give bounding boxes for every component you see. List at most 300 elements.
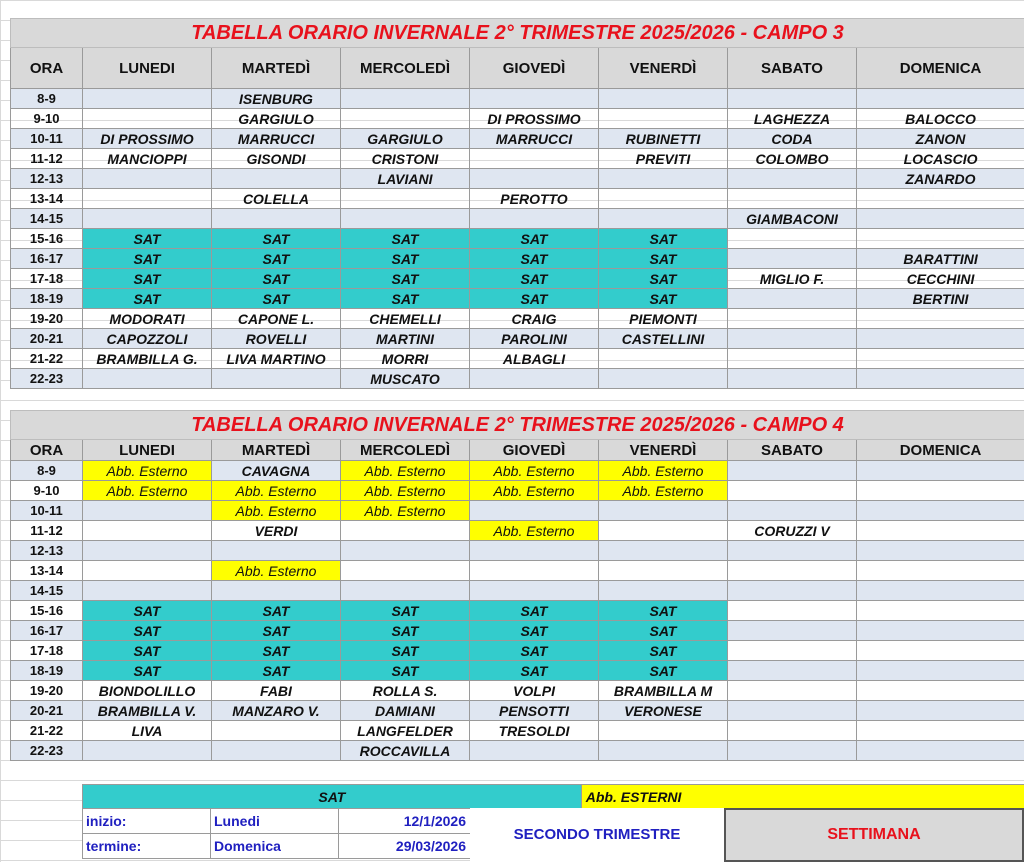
schedule-cell: SAT — [341, 601, 470, 621]
table-row — [11, 501, 1024, 521]
schedule-cell: GISONDI — [212, 149, 341, 169]
schedule-cell: SAT — [599, 229, 728, 249]
day-header: DOMENICA — [857, 440, 1024, 461]
ora-header: ORA — [11, 440, 83, 461]
legend-abb: Abb. ESTERNI — [581, 785, 1024, 810]
schedule-cell: SAT — [599, 249, 728, 269]
schedule-cell: CAPOZZOLI — [83, 329, 212, 349]
schedule-cell — [83, 169, 212, 189]
schedule-cell — [728, 169, 857, 189]
schedule-cell — [212, 741, 341, 761]
schedule-cell — [857, 641, 1024, 661]
schedule-cell — [728, 741, 857, 761]
schedule-cell: SAT — [341, 661, 470, 681]
schedule-cell: Abb. Esterno — [212, 561, 341, 581]
inizio-day: Lunedi — [211, 809, 339, 834]
schedule-cell — [728, 189, 857, 209]
schedule-cell — [83, 501, 212, 521]
schedule-cell: MARRUCCI — [212, 129, 341, 149]
schedule-cell — [83, 581, 212, 601]
schedule-cell: SAT — [470, 641, 599, 661]
schedule-cell: Abb. Esterno — [470, 461, 599, 481]
schedule-cell: GARGIULO — [212, 109, 341, 129]
schedule-cell: PREVITI — [599, 149, 728, 169]
schedule-cell — [857, 189, 1024, 209]
schedule-cell — [599, 541, 728, 561]
ora-cell: 12-13 — [11, 541, 83, 561]
table-row — [11, 721, 1024, 741]
schedule-cell — [728, 249, 857, 269]
schedule-cell — [728, 329, 857, 349]
schedule-cell — [470, 541, 599, 561]
day-header: LUNEDI — [83, 440, 212, 461]
day-header: SABATO — [728, 440, 857, 461]
schedule-cell: Abb. Esterno — [212, 501, 341, 521]
schedule-cell — [212, 209, 341, 229]
schedule-cell: Abb. Esterno — [341, 461, 470, 481]
table-row — [11, 461, 1024, 481]
trimestre-label: SECONDO TRIMESTRE — [470, 808, 724, 861]
schedule-cell — [83, 209, 212, 229]
table-row — [11, 249, 1024, 269]
schedule-cell — [728, 89, 857, 109]
day-header: MARTEDÌ — [212, 440, 341, 461]
table-row — [11, 229, 1024, 249]
schedule-cell: SAT — [599, 661, 728, 681]
schedule-cell: Abb. Esterno — [599, 481, 728, 501]
schedule-cell — [599, 349, 728, 369]
table-row — [11, 189, 1024, 209]
schedule-cell: SAT — [599, 269, 728, 289]
ora-cell: 19-20 — [11, 681, 83, 701]
ora-cell: 15-16 — [11, 229, 83, 249]
schedule-cell: LOCASCIO — [857, 149, 1024, 169]
schedule-cell — [470, 561, 599, 581]
schedule-cell: PENSOTTI — [470, 701, 599, 721]
schedule-cell: SAT — [212, 289, 341, 309]
schedule-cell — [83, 561, 212, 581]
day-header: SABATO — [728, 48, 857, 89]
schedule-cell: GIAMBACONI — [728, 209, 857, 229]
ora-cell: 9-10 — [11, 481, 83, 501]
schedule-cell: PIEMONTI — [599, 309, 728, 329]
schedule-cell: MUSCATO — [341, 369, 470, 389]
schedule-cell — [728, 309, 857, 329]
schedule-cell — [599, 369, 728, 389]
table-row — [11, 349, 1024, 369]
schedule-cell — [470, 149, 599, 169]
ora-cell: 21-22 — [11, 721, 83, 741]
schedule-cell — [857, 741, 1024, 761]
schedule-cell: MANCIOPPI — [83, 149, 212, 169]
schedule-cell — [728, 541, 857, 561]
schedule-cell — [83, 189, 212, 209]
schedule-cell: CAPONE L. — [212, 309, 341, 329]
ora-cell: 17-18 — [11, 641, 83, 661]
schedule-cell — [212, 369, 341, 389]
schedule-cell — [341, 109, 470, 129]
schedule-cell — [83, 89, 212, 109]
table-row — [11, 741, 1024, 761]
schedule-cell — [83, 521, 212, 541]
table-row — [11, 701, 1024, 721]
schedule-cell — [857, 309, 1024, 329]
schedule-cell: PEROTTO — [470, 189, 599, 209]
table-row — [11, 269, 1024, 289]
ora-cell: 22-23 — [11, 741, 83, 761]
schedule-cell: SAT — [470, 269, 599, 289]
schedule-cell: SAT — [212, 249, 341, 269]
table-row — [11, 481, 1024, 501]
schedule-cell — [728, 661, 857, 681]
ora-cell: 21-22 — [11, 349, 83, 369]
schedule-cell — [728, 581, 857, 601]
schedule-cell: BRAMBILLA M — [599, 681, 728, 701]
schedule-cell: Abb. Esterno — [83, 481, 212, 501]
schedule-cell: ZANON — [857, 129, 1024, 149]
schedule-cell: BRAMBILLA V. — [83, 701, 212, 721]
schedule-cell — [728, 561, 857, 581]
schedule-cell: SAT — [212, 661, 341, 681]
ora-cell: 20-21 — [11, 701, 83, 721]
schedule-cell — [212, 581, 341, 601]
schedule-cell — [728, 601, 857, 621]
table-row — [11, 661, 1024, 681]
schedule-cell: SAT — [470, 661, 599, 681]
schedule-cell: SAT — [599, 621, 728, 641]
schedule-cell: Abb. Esterno — [341, 501, 470, 521]
schedule-cell — [728, 501, 857, 521]
schedule-cell: LIVA MARTINO — [212, 349, 341, 369]
schedule-cell: SAT — [470, 229, 599, 249]
schedule-cell — [83, 541, 212, 561]
schedule-cell: Abb. Esterno — [83, 461, 212, 481]
schedule-cell: SAT — [341, 621, 470, 641]
table-row — [11, 621, 1024, 641]
schedule-cell — [857, 521, 1024, 541]
day-header: DOMENICA — [857, 48, 1024, 89]
table-row — [11, 169, 1024, 189]
schedule-cell: SAT — [212, 229, 341, 249]
table-row — [11, 641, 1024, 661]
schedule-cell: Abb. Esterno — [599, 461, 728, 481]
schedule-cell — [857, 229, 1024, 249]
schedule-cell — [470, 581, 599, 601]
schedule-cell: SAT — [470, 249, 599, 269]
ora-cell: 8-9 — [11, 89, 83, 109]
schedule-cell — [728, 461, 857, 481]
ora-cell: 16-17 — [11, 249, 83, 269]
schedule-cell: ROCCAVILLA — [341, 741, 470, 761]
schedule-cell: CODA — [728, 129, 857, 149]
table-row — [11, 309, 1024, 329]
table-row — [11, 89, 1024, 109]
schedule-cell: FABI — [212, 681, 341, 701]
schedule-cell: SAT — [83, 249, 212, 269]
schedule-cell: MARRUCCI — [470, 129, 599, 149]
schedule-cell — [341, 561, 470, 581]
schedule-cell — [83, 741, 212, 761]
schedule-cell — [857, 601, 1024, 621]
schedule-cell — [728, 621, 857, 641]
campo4-title: TABELLA ORARIO INVERNALE 2° TRIMESTRE 2025/2026 - CAMPO 4 — [11, 411, 1024, 440]
ora-cell: 14-15 — [11, 581, 83, 601]
schedule-cell — [857, 621, 1024, 641]
schedule-cell: RUBINETTI — [599, 129, 728, 149]
schedule-cell: LIVA — [83, 721, 212, 741]
day-header: GIOVEDÌ — [470, 440, 599, 461]
schedule-cell — [599, 169, 728, 189]
schedule-cell: DAMIANI — [341, 701, 470, 721]
ora-cell: 11-12 — [11, 149, 83, 169]
schedule-cell: Abb. Esterno — [470, 521, 599, 541]
campo4-header-row — [11, 440, 1024, 461]
schedule-cell: SAT — [212, 641, 341, 661]
schedule-cell — [341, 189, 470, 209]
schedule-cell: MORRI — [341, 349, 470, 369]
schedule-cell — [599, 561, 728, 581]
schedule-cell — [857, 661, 1024, 681]
legend — [82, 784, 1024, 810]
legend-sat: SAT — [83, 785, 582, 810]
schedule-cell — [470, 501, 599, 521]
ora-cell: 18-19 — [11, 289, 83, 309]
schedule-cell: DI PROSSIMO — [83, 129, 212, 149]
ora-cell: 14-15 — [11, 209, 83, 229]
schedule-cell — [341, 541, 470, 561]
schedule-cell: SAT — [83, 229, 212, 249]
schedule-cell: ISENBURG — [212, 89, 341, 109]
day-header: GIOVEDÌ — [470, 48, 599, 89]
ora-cell: 10-11 — [11, 129, 83, 149]
schedule-cell — [599, 209, 728, 229]
schedule-cell — [857, 89, 1024, 109]
ora-cell: 20-21 — [11, 329, 83, 349]
schedule-cell: LAGHEZZA — [728, 109, 857, 129]
termine-day: Domenica — [211, 834, 339, 859]
table-row — [11, 129, 1024, 149]
ora-cell: 16-17 — [11, 621, 83, 641]
schedule-cell: SAT — [83, 641, 212, 661]
schedule-cell — [728, 641, 857, 661]
schedule-cell — [599, 109, 728, 129]
schedule-cell — [728, 349, 857, 369]
inizio-date: 12/1/2026 — [339, 809, 471, 834]
table-row — [11, 209, 1024, 229]
schedule-cell: SAT — [212, 621, 341, 641]
schedule-cell — [728, 701, 857, 721]
schedule-cell: GARGIULO — [341, 129, 470, 149]
schedule-cell: TRESOLDI — [470, 721, 599, 741]
schedule-cell: CASTELLINI — [599, 329, 728, 349]
schedule-cell: SAT — [470, 621, 599, 641]
ora-header: ORA — [11, 48, 83, 89]
day-header: VENERDÌ — [599, 48, 728, 89]
schedule-cell — [83, 369, 212, 389]
schedule-cell — [857, 581, 1024, 601]
schedule-cell — [728, 481, 857, 501]
schedule-cell: MANZARO V. — [212, 701, 341, 721]
schedule-cell — [470, 209, 599, 229]
schedule-cell — [728, 721, 857, 741]
schedule-cell — [470, 169, 599, 189]
schedule-cell — [599, 721, 728, 741]
schedule-cell: BARATTINI — [857, 249, 1024, 269]
schedule-cell — [341, 209, 470, 229]
schedule-cell: SAT — [83, 621, 212, 641]
campo3-title: TABELLA ORARIO INVERNALE 2° TRIMESTRE 2025/2026 - CAMPO 3 — [11, 19, 1024, 48]
schedule-cell — [857, 701, 1024, 721]
schedule-cell: CRISTONI — [341, 149, 470, 169]
table-row — [11, 369, 1024, 389]
day-header: LUNEDI — [83, 48, 212, 89]
schedule-cell — [857, 561, 1024, 581]
schedule-cell: MARTINI — [341, 329, 470, 349]
table-row — [11, 681, 1024, 701]
schedule-cell — [470, 89, 599, 109]
ora-cell: 17-18 — [11, 269, 83, 289]
schedule-cell: DI PROSSIMO — [470, 109, 599, 129]
schedule-cell: LAVIANI — [341, 169, 470, 189]
schedule-cell: ALBAGLI — [470, 349, 599, 369]
schedule-cell — [599, 581, 728, 601]
schedule-cell: VERDI — [212, 521, 341, 541]
schedule-cell — [857, 541, 1024, 561]
schedule-cell: SAT — [470, 601, 599, 621]
table-row — [11, 329, 1024, 349]
schedule-cell: VOLPI — [470, 681, 599, 701]
ora-cell: 18-19 — [11, 661, 83, 681]
schedule-cell — [728, 369, 857, 389]
ora-cell: 13-14 — [11, 561, 83, 581]
schedule-cell: SAT — [599, 601, 728, 621]
schedule-cell — [212, 541, 341, 561]
schedule-cell: SAT — [83, 269, 212, 289]
schedule-cell: SAT — [83, 661, 212, 681]
schedule-cell: CECCHINI — [857, 269, 1024, 289]
table-row — [11, 149, 1024, 169]
schedule-cell: LANGFELDER — [341, 721, 470, 741]
schedule-cell: Abb. Esterno — [212, 481, 341, 501]
schedule-cell: SAT — [470, 289, 599, 309]
schedule-cell: CHEMELLI — [341, 309, 470, 329]
schedule-cell — [857, 369, 1024, 389]
ora-cell: 19-20 — [11, 309, 83, 329]
schedule-cell — [728, 229, 857, 249]
schedule-cell — [857, 681, 1024, 701]
ora-cell: 13-14 — [11, 189, 83, 209]
schedule-cell — [857, 461, 1024, 481]
schedule-cell: CRAIG — [470, 309, 599, 329]
campo4-section — [10, 410, 1024, 761]
schedule-cell: ROLLA S. — [341, 681, 470, 701]
schedule-cell: BRAMBILLA G. — [83, 349, 212, 369]
table-row — [11, 601, 1024, 621]
ora-cell: 10-11 — [11, 501, 83, 521]
table-row — [11, 521, 1024, 541]
schedule-cell: SAT — [341, 641, 470, 661]
termine-date: 29/03/2026 — [339, 834, 471, 859]
schedule-cell: SAT — [341, 269, 470, 289]
schedule-cell — [212, 169, 341, 189]
schedule-cell — [470, 741, 599, 761]
schedule-cell: SAT — [83, 601, 212, 621]
schedule-cell — [470, 369, 599, 389]
schedule-cell: SAT — [212, 601, 341, 621]
schedule-cell: SAT — [599, 641, 728, 661]
table-row — [11, 581, 1024, 601]
schedule-cell — [599, 189, 728, 209]
schedule-cell — [728, 681, 857, 701]
campo3-section — [10, 18, 1024, 389]
schedule-cell: MODORATI — [83, 309, 212, 329]
inizio-label: inizio: — [83, 809, 211, 834]
ora-cell: 15-16 — [11, 601, 83, 621]
day-header: VENERDÌ — [599, 440, 728, 461]
schedule-cell — [341, 521, 470, 541]
schedule-cell: ZANARDO — [857, 169, 1024, 189]
settimana-label: SETTIMANA — [724, 808, 1024, 862]
campo3-header-row — [11, 48, 1024, 89]
schedule-cell: SAT — [599, 289, 728, 309]
schedule-cell: BERTINI — [857, 289, 1024, 309]
schedule-cell — [83, 109, 212, 129]
ora-cell: 22-23 — [11, 369, 83, 389]
ora-cell: 8-9 — [11, 461, 83, 481]
schedule-cell — [857, 481, 1024, 501]
schedule-cell: COLELLA — [212, 189, 341, 209]
table-row — [11, 541, 1024, 561]
schedule-cell — [857, 721, 1024, 741]
period-box — [82, 808, 471, 859]
schedule-cell: BALOCCO — [857, 109, 1024, 129]
schedule-cell: SAT — [83, 289, 212, 309]
day-header: MARTEDÌ — [212, 48, 341, 89]
ora-cell: 12-13 — [11, 169, 83, 189]
schedule-cell — [857, 501, 1024, 521]
schedule-cell: ROVELLI — [212, 329, 341, 349]
schedule-cell — [341, 581, 470, 601]
schedule-cell: COLOMBO — [728, 149, 857, 169]
schedule-cell: VERONESE — [599, 701, 728, 721]
schedule-cell: CORUZZI V — [728, 521, 857, 541]
schedule-cell — [599, 501, 728, 521]
schedule-cell: SAT — [341, 229, 470, 249]
schedule-cell — [857, 349, 1024, 369]
schedule-cell — [599, 741, 728, 761]
day-header: MERCOLEDÌ — [341, 440, 470, 461]
campo4-table — [10, 410, 1024, 761]
schedule-cell — [599, 89, 728, 109]
campo3-table — [10, 18, 1024, 389]
schedule-cell: Abb. Esterno — [341, 481, 470, 501]
schedule-cell — [728, 289, 857, 309]
table-row — [11, 289, 1024, 309]
campo3-body — [11, 89, 1024, 389]
schedule-cell — [599, 521, 728, 541]
schedule-cell: SAT — [341, 249, 470, 269]
schedule-cell: BIONDOLILLO — [83, 681, 212, 701]
schedule-cell — [857, 329, 1024, 349]
schedule-cell — [212, 721, 341, 741]
table-row — [11, 561, 1024, 581]
schedule-cell: MIGLIO F. — [728, 269, 857, 289]
schedule-cell: CAVAGNA — [212, 461, 341, 481]
ora-cell: 11-12 — [11, 521, 83, 541]
ora-cell: 9-10 — [11, 109, 83, 129]
day-header: MERCOLEDÌ — [341, 48, 470, 89]
campo4-body — [11, 461, 1024, 761]
